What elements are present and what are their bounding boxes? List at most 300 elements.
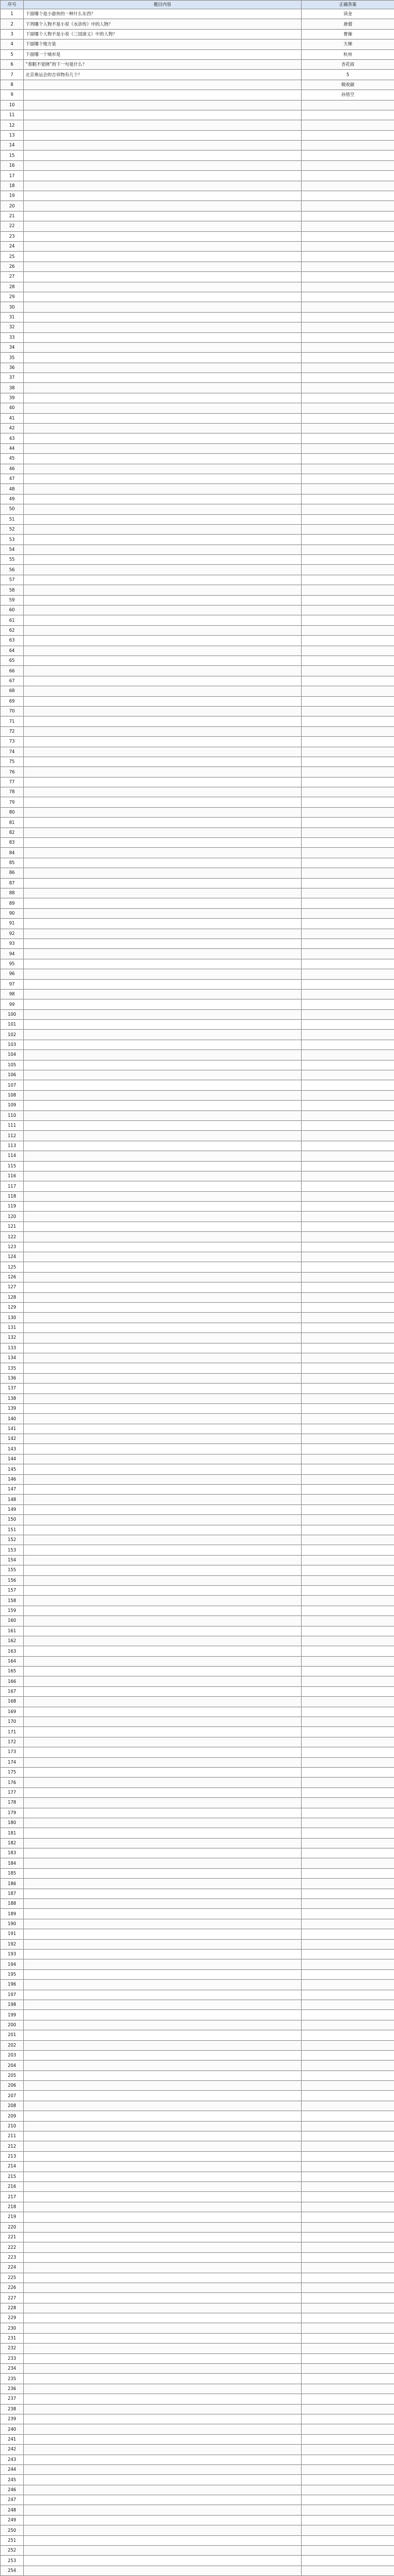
row-answer bbox=[302, 2404, 394, 2414]
table-row bbox=[1, 1232, 394, 1242]
table-row bbox=[1, 1929, 394, 1939]
table-row bbox=[1, 2030, 394, 2040]
row-index: 137 bbox=[1, 1384, 24, 1393]
row-question bbox=[24, 636, 302, 646]
table-row bbox=[1, 656, 394, 666]
row-index: 236 bbox=[1, 2384, 24, 2394]
row-question bbox=[24, 261, 302, 271]
row-answer bbox=[302, 1363, 394, 1373]
row-answer bbox=[302, 797, 394, 807]
row-question bbox=[24, 696, 302, 706]
row-answer bbox=[302, 221, 394, 231]
table-row bbox=[1, 191, 394, 201]
row-question bbox=[24, 868, 302, 878]
row-answer bbox=[302, 201, 394, 211]
row-answer bbox=[302, 1495, 394, 1504]
row-answer bbox=[302, 292, 394, 302]
row-question bbox=[24, 1292, 302, 1302]
row-answer bbox=[302, 938, 394, 948]
table-row bbox=[1, 524, 394, 534]
table-row bbox=[1, 282, 394, 292]
row-question bbox=[24, 737, 302, 747]
row-answer bbox=[302, 1110, 394, 1120]
row-answer bbox=[302, 1565, 394, 1575]
row-question bbox=[24, 1080, 302, 1090]
row-question bbox=[24, 1434, 302, 1444]
row-index: 102 bbox=[1, 1030, 24, 1040]
row-answer bbox=[302, 969, 394, 979]
table-row bbox=[1, 504, 394, 514]
row-answer bbox=[302, 777, 394, 787]
row-answer bbox=[302, 1464, 394, 1474]
table-row bbox=[1, 1161, 394, 1171]
row-question bbox=[24, 919, 302, 929]
row-index: 51 bbox=[1, 514, 24, 524]
row-answer bbox=[302, 1333, 394, 1343]
row-answer bbox=[302, 2525, 394, 2535]
row-index: 251 bbox=[1, 2535, 24, 2545]
row-question bbox=[24, 1131, 302, 1141]
row-answer bbox=[302, 2141, 394, 2151]
row-question bbox=[24, 625, 302, 635]
row-answer bbox=[302, 2192, 394, 2202]
row-index: 163 bbox=[1, 1646, 24, 1656]
row-question bbox=[24, 474, 302, 483]
row-answer bbox=[302, 535, 394, 544]
row-question bbox=[24, 2515, 302, 2525]
row-answer bbox=[302, 1757, 394, 1767]
row-index: 145 bbox=[1, 1464, 24, 1474]
row-index: 162 bbox=[1, 1636, 24, 1646]
table-row bbox=[1, 130, 394, 140]
row-answer bbox=[302, 2010, 394, 2020]
row-index: 219 bbox=[1, 2212, 24, 2222]
row-question bbox=[24, 606, 302, 615]
table-row bbox=[1, 1403, 394, 1413]
table-row bbox=[1, 1171, 394, 1181]
row-question bbox=[24, 1373, 302, 1383]
row-question bbox=[24, 1980, 302, 1990]
row-question bbox=[24, 2445, 302, 2455]
row-question bbox=[24, 1202, 302, 1212]
row-answer bbox=[302, 1545, 394, 1555]
row-index: 12 bbox=[1, 120, 24, 130]
table-row bbox=[1, 1707, 394, 1717]
row-question bbox=[24, 181, 302, 191]
row-index: 227 bbox=[1, 2293, 24, 2303]
row-answer bbox=[302, 1485, 394, 1495]
row-question bbox=[24, 383, 302, 393]
row-answer: 孙悟空 bbox=[302, 90, 394, 100]
row-index: 71 bbox=[1, 716, 24, 726]
table-row bbox=[1, 666, 394, 676]
row-index: 218 bbox=[1, 2202, 24, 2212]
row-answer bbox=[302, 1101, 394, 1110]
row-question bbox=[24, 716, 302, 726]
table-row bbox=[1, 2404, 394, 2414]
row-question bbox=[24, 2252, 302, 2262]
row-answer bbox=[302, 2131, 394, 2141]
table-row bbox=[1, 2212, 394, 2222]
row-index: 68 bbox=[1, 686, 24, 696]
row-question bbox=[24, 686, 302, 696]
row-question bbox=[24, 1485, 302, 1495]
row-answer bbox=[302, 2384, 394, 2394]
row-question bbox=[24, 2313, 302, 2323]
row-answer bbox=[302, 726, 394, 736]
table-row bbox=[1, 1495, 394, 1504]
table-row bbox=[1, 2222, 394, 2232]
row-question bbox=[24, 2181, 302, 2191]
table-row bbox=[1, 1262, 394, 1272]
row-answer bbox=[302, 160, 394, 170]
row-index: 159 bbox=[1, 1606, 24, 1615]
row-index: 13 bbox=[1, 130, 24, 140]
row-answer bbox=[302, 1474, 394, 1484]
row-answer bbox=[302, 686, 394, 696]
row-answer bbox=[302, 1141, 394, 1151]
table-row bbox=[1, 1535, 394, 1545]
row-index: 88 bbox=[1, 888, 24, 898]
row-index: 5 bbox=[1, 49, 24, 59]
row-index: 249 bbox=[1, 2515, 24, 2525]
table-row bbox=[1, 1485, 394, 1495]
row-question bbox=[24, 2464, 302, 2474]
row-answer bbox=[302, 1262, 394, 1272]
row-question bbox=[24, 888, 302, 898]
table-row bbox=[1, 49, 394, 59]
row-question bbox=[24, 1464, 302, 1474]
row-question bbox=[24, 818, 302, 827]
row-answer bbox=[302, 1636, 394, 1646]
row-question bbox=[24, 120, 302, 130]
row-index: 108 bbox=[1, 1090, 24, 1100]
table-row bbox=[1, 2252, 394, 2262]
row-index: 29 bbox=[1, 292, 24, 302]
row-index: 183 bbox=[1, 1848, 24, 1858]
row-index: 11 bbox=[1, 110, 24, 120]
table-row bbox=[1, 1858, 394, 1868]
row-answer bbox=[302, 666, 394, 676]
table-row bbox=[1, 2010, 394, 2020]
row-question bbox=[24, 2424, 302, 2434]
row-index: 38 bbox=[1, 383, 24, 393]
row-answer bbox=[302, 706, 394, 716]
row-answer bbox=[302, 1120, 394, 1130]
row-answer bbox=[302, 524, 394, 534]
row-index: 175 bbox=[1, 1767, 24, 1777]
row-answer bbox=[302, 211, 394, 221]
row-index: 138 bbox=[1, 1393, 24, 1403]
row-index: 223 bbox=[1, 2252, 24, 2262]
row-index: 125 bbox=[1, 1262, 24, 1272]
row-answer bbox=[302, 1454, 394, 1464]
table-body bbox=[1, 9, 394, 2576]
row-answer bbox=[302, 241, 394, 251]
row-answer bbox=[302, 332, 394, 342]
table-row bbox=[1, 1747, 394, 1757]
row-question bbox=[24, 1151, 302, 1161]
table-row bbox=[1, 1717, 394, 1727]
row-answer bbox=[302, 494, 394, 504]
table-row bbox=[1, 1787, 394, 1797]
row-question bbox=[24, 1838, 302, 1848]
row-answer bbox=[302, 1737, 394, 1747]
row-question bbox=[24, 342, 302, 352]
table-row bbox=[1, 1555, 394, 1565]
table-row bbox=[1, 2323, 394, 2333]
row-question bbox=[24, 535, 302, 544]
table-row bbox=[1, 59, 394, 69]
table-row bbox=[1, 908, 394, 918]
table-header-row bbox=[1, 1, 394, 9]
row-answer bbox=[302, 2556, 394, 2566]
table-row bbox=[1, 1060, 394, 1070]
row-index: 215 bbox=[1, 2172, 24, 2181]
row-index: 79 bbox=[1, 797, 24, 807]
row-answer bbox=[302, 676, 394, 686]
row-index: 187 bbox=[1, 1889, 24, 1898]
row-answer bbox=[302, 1393, 394, 1403]
table-row bbox=[1, 1252, 394, 1262]
row-question bbox=[24, 757, 302, 766]
table-row bbox=[1, 1545, 394, 1555]
row-answer bbox=[302, 999, 394, 1009]
table-row bbox=[1, 443, 394, 453]
table-row bbox=[1, 1020, 394, 1030]
row-index: 20 bbox=[1, 201, 24, 211]
row-index: 27 bbox=[1, 272, 24, 282]
table-row bbox=[1, 1101, 394, 1110]
row-question bbox=[24, 585, 302, 595]
row-index: 207 bbox=[1, 2091, 24, 2101]
table-row bbox=[1, 2202, 394, 2212]
row-question bbox=[24, 1060, 302, 1070]
table-row bbox=[1, 2475, 394, 2485]
row-question bbox=[24, 1313, 302, 1323]
row-question bbox=[24, 201, 302, 211]
row-question bbox=[24, 1686, 302, 1696]
row-index: 17 bbox=[1, 171, 24, 181]
row-question bbox=[24, 1555, 302, 1565]
row-index: 55 bbox=[1, 555, 24, 565]
table-row bbox=[1, 1767, 394, 1777]
row-index: 228 bbox=[1, 2303, 24, 2313]
row-index: 118 bbox=[1, 1191, 24, 1201]
table-row bbox=[1, 332, 394, 342]
row-question bbox=[24, 1070, 302, 1080]
row-answer bbox=[302, 1707, 394, 1717]
row-question bbox=[24, 504, 302, 514]
row-question bbox=[24, 1504, 302, 1514]
table-row bbox=[1, 1889, 394, 1898]
row-index: 250 bbox=[1, 2525, 24, 2535]
row-answer bbox=[302, 868, 394, 878]
row-question bbox=[24, 848, 302, 858]
table-row bbox=[1, 2131, 394, 2141]
row-question bbox=[24, 403, 302, 413]
row-index: 37 bbox=[1, 373, 24, 383]
row-answer bbox=[302, 2081, 394, 2091]
row-question bbox=[24, 454, 302, 464]
row-question bbox=[24, 1899, 302, 1909]
row-answer bbox=[302, 353, 394, 363]
row-index: 62 bbox=[1, 625, 24, 635]
row-index: 203 bbox=[1, 2050, 24, 2060]
table-row bbox=[1, 1202, 394, 1212]
row-answer bbox=[302, 2505, 394, 2515]
row-index: 53 bbox=[1, 535, 24, 544]
row-question bbox=[24, 1596, 302, 1606]
table-row bbox=[1, 342, 394, 352]
row-answer bbox=[302, 929, 394, 938]
row-index: 78 bbox=[1, 787, 24, 797]
row-question bbox=[24, 1646, 302, 1656]
row-question bbox=[24, 1798, 302, 1808]
row-question bbox=[24, 1272, 302, 1282]
row-index: 75 bbox=[1, 757, 24, 766]
row-index: 216 bbox=[1, 2181, 24, 2191]
row-question bbox=[24, 1110, 302, 1120]
table-row bbox=[1, 2242, 394, 2252]
table-row bbox=[1, 2050, 394, 2060]
table-row bbox=[1, 777, 394, 787]
row-index: 161 bbox=[1, 1626, 24, 1636]
row-index: 199 bbox=[1, 2010, 24, 2020]
row-answer bbox=[302, 1828, 394, 1838]
row-index: 70 bbox=[1, 706, 24, 716]
table-row bbox=[1, 938, 394, 948]
row-answer bbox=[302, 2101, 394, 2111]
row-answer bbox=[302, 2212, 394, 2222]
row-index: 154 bbox=[1, 1555, 24, 1565]
row-index: 31 bbox=[1, 312, 24, 322]
row-question bbox=[24, 999, 302, 1009]
row-answer bbox=[302, 2424, 394, 2434]
row-question bbox=[24, 1403, 302, 1413]
row-answer bbox=[302, 1899, 394, 1909]
row-index: 113 bbox=[1, 1141, 24, 1151]
row-question bbox=[24, 363, 302, 372]
row-answer bbox=[302, 2394, 394, 2404]
row-index: 82 bbox=[1, 827, 24, 837]
table-row bbox=[1, 1120, 394, 1130]
row-answer bbox=[302, 2091, 394, 2101]
table-row bbox=[1, 575, 394, 585]
row-answer bbox=[302, 363, 394, 372]
row-question bbox=[24, 2546, 302, 2556]
table-row bbox=[1, 211, 394, 221]
row-question bbox=[24, 2030, 302, 2040]
row-question bbox=[24, 1232, 302, 1242]
row-answer bbox=[302, 565, 394, 575]
row-question bbox=[24, 2222, 302, 2232]
row-index: 45 bbox=[1, 454, 24, 464]
row-question bbox=[24, 1353, 302, 1363]
row-answer bbox=[302, 1353, 394, 1363]
row-question bbox=[24, 433, 302, 443]
row-answer bbox=[302, 110, 394, 120]
row-question bbox=[24, 2364, 302, 2374]
row-index: 65 bbox=[1, 656, 24, 666]
row-answer bbox=[302, 1424, 394, 1434]
row-answer bbox=[302, 1717, 394, 1727]
table-row bbox=[1, 1879, 394, 1889]
row-question bbox=[24, 1767, 302, 1777]
row-answer bbox=[302, 544, 394, 554]
table-row bbox=[1, 1848, 394, 1858]
table-row bbox=[1, 1424, 394, 1434]
row-index: 136 bbox=[1, 1373, 24, 1383]
row-question bbox=[24, 1454, 302, 1464]
row-answer: 曹操 bbox=[302, 29, 394, 39]
row-question bbox=[24, 353, 302, 363]
row-answer bbox=[302, 2181, 394, 2191]
table-row bbox=[1, 2151, 394, 2161]
table-row bbox=[1, 1050, 394, 1060]
table-row bbox=[1, 2333, 394, 2343]
table-row bbox=[1, 1323, 394, 1332]
row-index: 153 bbox=[1, 1545, 24, 1555]
row-index: 143 bbox=[1, 1444, 24, 1454]
row-index: 233 bbox=[1, 2353, 24, 2363]
table-row bbox=[1, 1141, 394, 1151]
row-index: 103 bbox=[1, 1040, 24, 1049]
row-index: 6 bbox=[1, 59, 24, 69]
row-question bbox=[24, 2151, 302, 2161]
row-question bbox=[24, 110, 302, 120]
row-answer bbox=[302, 646, 394, 655]
row-question bbox=[24, 231, 302, 241]
row-index: 212 bbox=[1, 2141, 24, 2151]
row-question bbox=[24, 1757, 302, 1767]
table-row bbox=[1, 1353, 394, 1363]
table-row bbox=[1, 989, 394, 999]
row-index: 72 bbox=[1, 726, 24, 736]
row-index: 217 bbox=[1, 2192, 24, 2202]
row-question bbox=[24, 2485, 302, 2495]
row-index: 147 bbox=[1, 1485, 24, 1495]
row-index: 244 bbox=[1, 2464, 24, 2474]
row-answer bbox=[302, 1535, 394, 1545]
header-answer: 正确答案 bbox=[302, 1, 394, 9]
row-answer bbox=[302, 1686, 394, 1696]
row-answer bbox=[302, 474, 394, 483]
table-row bbox=[1, 1444, 394, 1454]
row-index: 188 bbox=[1, 1899, 24, 1909]
table-row bbox=[1, 2364, 394, 2374]
table-row bbox=[1, 2495, 394, 2505]
row-answer bbox=[302, 2000, 394, 2009]
row-answer bbox=[302, 1868, 394, 1878]
row-index: 123 bbox=[1, 1242, 24, 1252]
table-row bbox=[1, 1676, 394, 1686]
row-question bbox=[24, 2263, 302, 2273]
row-question bbox=[24, 1323, 302, 1332]
row-index: 194 bbox=[1, 1959, 24, 1969]
row-question bbox=[24, 656, 302, 666]
row-question bbox=[24, 1636, 302, 1646]
table-row bbox=[1, 221, 394, 231]
row-question bbox=[24, 1535, 302, 1545]
table-row bbox=[1, 1636, 394, 1646]
row-index: 179 bbox=[1, 1808, 24, 1818]
table-row bbox=[1, 888, 394, 898]
table-row bbox=[1, 2546, 394, 2556]
row-answer bbox=[302, 737, 394, 747]
row-question bbox=[24, 2495, 302, 2505]
row-answer bbox=[302, 2222, 394, 2232]
